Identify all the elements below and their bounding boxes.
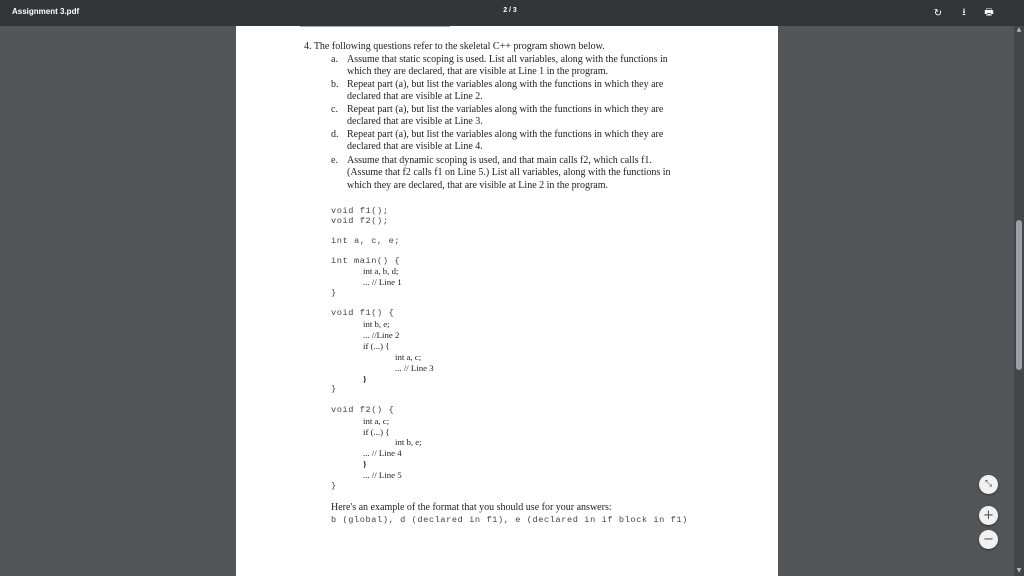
scroll-down-icon[interactable]: ▼ [1016,567,1022,574]
part-label-b: b. [331,79,339,90]
fit-to-page-icon[interactable]: ⤡ [979,475,998,494]
scrollbar-thumb[interactable] [1016,220,1022,370]
code-line-3: ... // Line 3 [395,363,434,373]
code-line-5: ... // Line 5 [363,470,402,480]
part-label-d: d. [331,129,339,140]
question-stem: 4. The following questions refer to the skeletal C++ program shown below. [304,41,605,52]
code-f2-if-close: } [363,459,367,469]
part-text-a-2: which they are declared, that are visible at Line 1 in the program. [347,66,609,77]
code-f1-if: if (...) { [363,341,390,351]
pdf-toolbar [0,0,1024,26]
code-f2-head: void f2() { [331,405,395,415]
code-f1-inner-vars: int a, c; [395,352,422,362]
format-example: b (global), d (declared in f1), e (declared in if block in f1) [331,515,688,525]
code-f2-vars: int a, c; [363,416,390,426]
part-label-e: e. [331,155,338,166]
code-f2-close: } [331,481,337,491]
zoom-out-button[interactable]: − [979,530,998,549]
part-text-b-2: declared that are visible at Line 2. [347,91,483,102]
code-line-1: ... // Line 1 [363,277,402,287]
code-f2-inner-vars: int b, e; [395,437,422,447]
page-indicator[interactable]: 2 / 3 [503,7,517,14]
code-decl-f1: void f1(); [331,206,389,216]
part-text-d-1: Repeat part (a), but list the variables along with the functions in which they are [347,129,664,140]
code-line-4: ... // Line 4 [363,448,402,458]
code-main-close: } [331,288,337,298]
download-icon[interactable]: ⭳ [962,6,966,18]
scroll-up-icon[interactable]: ▲ [1016,26,1022,33]
part-text-d-2: declared that are visible at Line 4. [347,141,483,152]
part-text-b-1: Repeat part (a), but list the variables along with the functions in which they are [347,79,664,90]
code-main-vars: int a, b, d; [363,266,399,276]
code-decl-f2: void f2(); [331,216,389,226]
previous-page-edge [300,26,450,27]
code-f1-vars: int b, e; [363,319,390,329]
code-f1-if-close: } [363,374,367,384]
part-text-e-3: which they are declared, that are visible at Line 2 in the program. [347,180,609,191]
part-text-e-1: Assume that dynamic scoping is used, and that main calls f2, which calls f1. [347,155,652,166]
code-f1-close: } [331,384,337,394]
print-icon[interactable]: 🖶 [984,6,994,18]
code-line-2: ... //Line 2 [363,330,400,340]
part-label-a: a. [331,54,338,65]
part-text-c-2: declared that are visible at Line 3. [347,116,483,127]
code-f1-head: void f1() { [331,308,395,318]
part-text-c-1: Repeat part (a), but list the variables along with the functions in which they are [347,104,664,115]
zoom-in-button[interactable]: + [979,506,998,525]
part-text-a-1: Assume that static scoping is used. List all variables, along with the functions in [347,54,668,65]
rotate-icon[interactable]: ↻ [933,7,943,19]
document-title: Assignment 3.pdf [12,7,80,16]
part-text-e-2: (Assume that f2 calls f1 on Line 5.) List all variables, along with the functions in [347,167,671,178]
code-f2-if: if (...) { [363,427,390,437]
part-label-c: c. [331,104,338,115]
code-main-head: int main() { [331,256,401,266]
code-globals: int a, c, e; [331,236,401,246]
format-intro: Here's an example of the format that you should use for your answers: [331,502,612,513]
